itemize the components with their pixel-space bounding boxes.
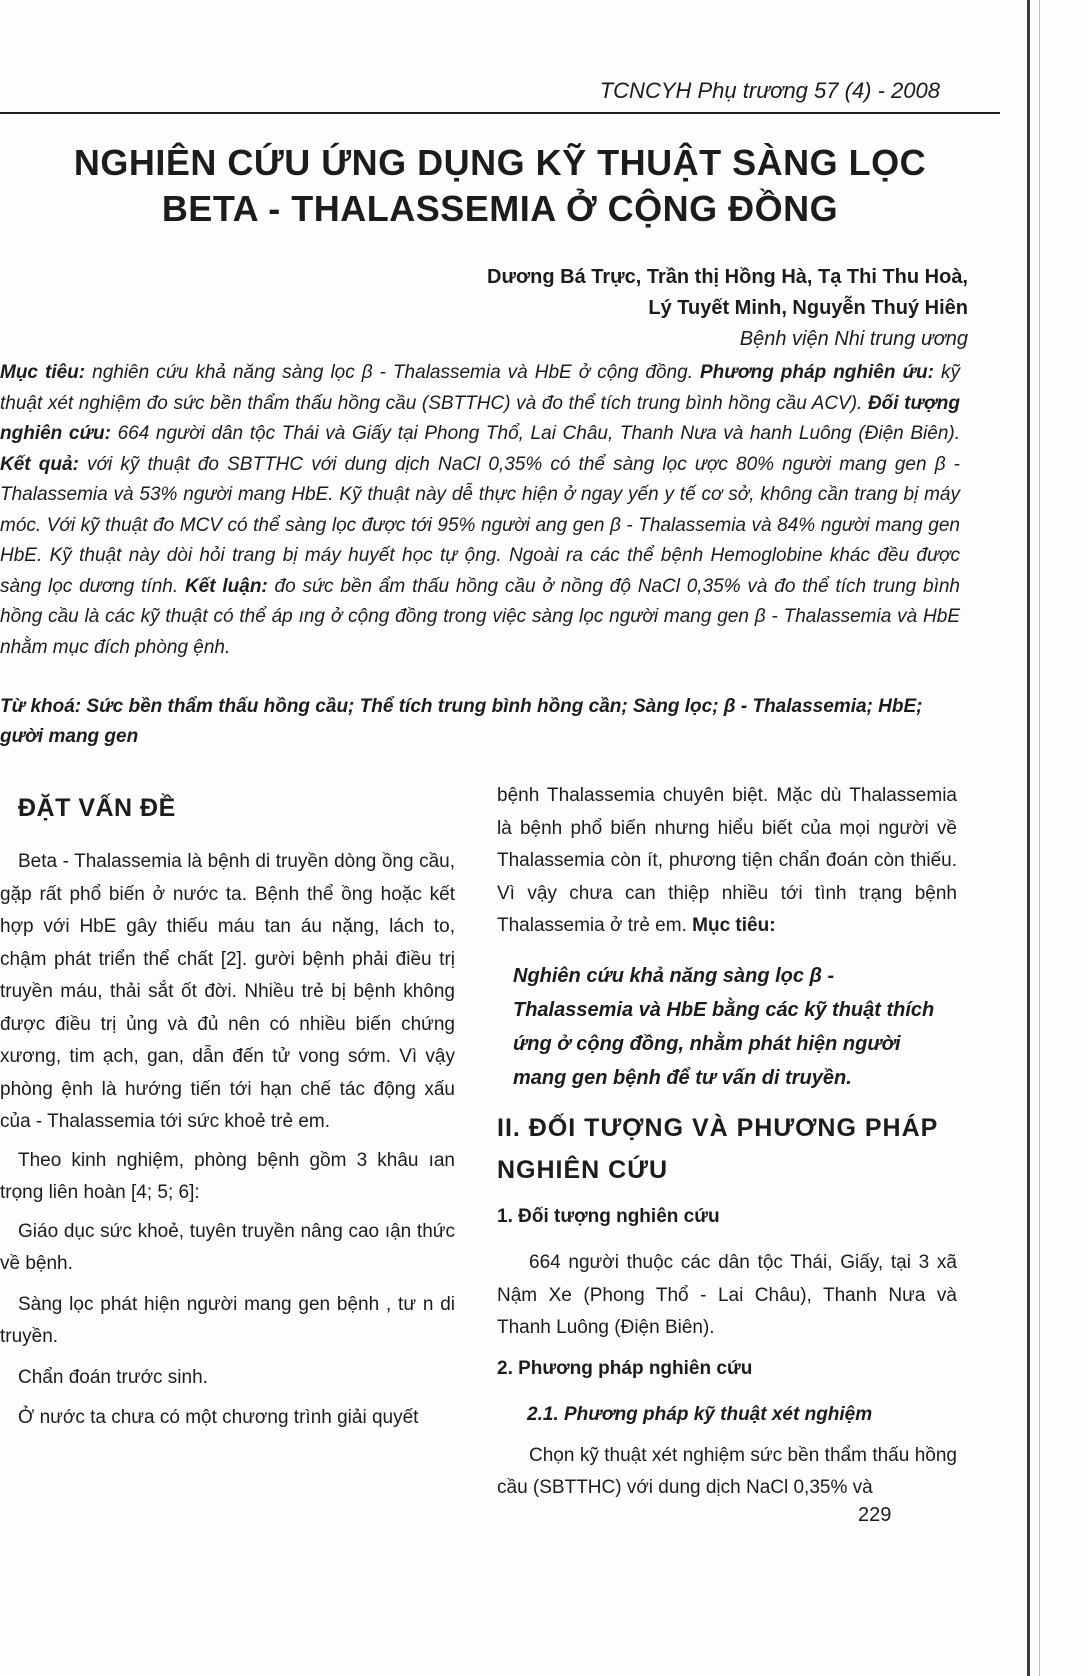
affiliation: Bệnh viện Nhi trung ương bbox=[739, 328, 968, 350]
list-item: Sàng lọc phát hiện người mang gen bệnh , tư n di truyền. bbox=[0, 1293, 455, 1347]
abstract-subjects-label: Đối tượng nghiên cứu: bbox=[0, 392, 961, 444]
abstract-conclusion-text: đo sức bền ẩm thấu hồng cầu ở nồng độ NaCl 0,35% và đo thể tích trung bình hồng cầu là các kỹ thuật có thể áp ıng ở cộng đồng trong việc sàng lọc người mang gen β - Thalassemia và HbE nhằm mục đích phòng ệnh. bbox=[0, 575, 960, 658]
scan-edge-line bbox=[1027, 0, 1030, 1676]
article-title bbox=[0, 140, 1000, 232]
abstract-results-text: với kỹ thuật đo SBTTHC với dung dịch NaCl 0,35% có thể sàng lọc ược 80% người mang gen β - Thalassemia và 53% người mang HbE. Kỹ thuật này dễ thực hiện ở ngay yến y tế cơ sở, không cần trang bị máy móc. Với kỹ thuật đo MCV có thể sàng lọc được tới 95% người ang gen β - Thalassemia và 84% người mang gen HbE. Kỹ thuật này dòi hỏi trang bị máy huyết học tự ộng. Ngoài ra các thể bệnh Hemoglobine khác đều được sàng lọc dương tính. bbox=[0, 453, 961, 597]
abstract-objective-label: Mục tiêu: bbox=[0, 362, 86, 383]
keywords-text: Sức bền thẩm thấu hồng cầu; Thể tích trung bình hồng cần; Sàng lọc; β - Thalassemia; HbE; gười mang gen bbox=[0, 696, 923, 747]
page-number: 229 bbox=[858, 1504, 892, 1526]
lab-technique-paragraph: Chọn kỹ thuật xét nghiệm sức bền thẩm thấu hồng cầu (SBTTHC) với dung dịch NaCl 0,35% và bbox=[497, 1444, 957, 1498]
section-heading-introduction: ĐẶT VẤN ĐỀ bbox=[18, 794, 176, 822]
title-line-1: NGHIÊN CỨU ỨNG DỤNG KỸ THUẬT SÀNG LỌC bbox=[73, 142, 927, 183]
subsection-methods: 2. Phương pháp nghiên cứu bbox=[497, 1357, 753, 1379]
scan-edge-shadow bbox=[1039, 0, 1040, 1676]
abstract-subjects-text: 664 người dân tộc Thái và Giấy tại Phong Thổ, Lai Châu, Thanh Nưa và hanh Luông (Điện Biên). bbox=[110, 423, 960, 444]
left-column bbox=[0, 780, 455, 1441]
title-line-2: BETA - THALASSEMIA Ở CỘNG ĐỒNG bbox=[161, 188, 839, 229]
abstract-objective-text: nghiên cứu khả năng sàng lọc β - Thalassemia và HbE ở cộng đồng. bbox=[85, 362, 700, 383]
abstract bbox=[0, 358, 960, 663]
journal-header: TCNCYH Phụ trương 57 (4) - 2008 bbox=[599, 78, 940, 103]
abstract-method-label: Phương pháp nghiên ứu: bbox=[699, 362, 934, 383]
keywords-label: Từ khoá: bbox=[0, 696, 82, 717]
subjects-paragraph: 664 người thuộc các dân tộc Thái, Giấy, tại 3 xã Nậm Xe (Phong Thổ - Lai Châu), Thanh Nưa và Thanh Luông (Điện Biên). bbox=[497, 1252, 957, 1338]
subsection-lab-technique: 2.1. Phương pháp kỹ thuật xét nghiệm bbox=[527, 1404, 873, 1425]
subsection-subjects: 1. Đối tượng nghiên cứu bbox=[497, 1205, 720, 1227]
intro-paragraph-1: Beta - Thalassemia là bệnh di truyền dòng ồng cầu, gặp rất phổ biến ở nước ta. Bệnh thể ồng hoặc kết hợp với HbE gây thiếu máu tan áu nặng, lách to, chậm phát triển thể chất [2]. gười bệnh phải điều trị truyền máu, thải sắt ốt đời. Nhiều trẻ bị bệnh không được điều trị ủng và đủ nên có nhiều biến chứng xương, tim ạch, gan, dẫn đến tử vong sớm. Vì vậy phòng ệnh là hướng tiến tới hạn chế tác động xấu của - Thalassemia tới sức khoẻ trẻ em. bbox=[0, 851, 455, 1132]
author-block bbox=[487, 262, 968, 355]
abstract-conclusion-label: Kết luận: bbox=[184, 575, 268, 597]
intro-paragraph-3: Ở nước ta chưa có một chương trình giải quyết bbox=[18, 1407, 419, 1428]
continued-paragraph bbox=[497, 780, 957, 943]
keywords bbox=[0, 692, 955, 752]
research-goal: Nghiên cứu khả năng sàng lọc β - Thalassemia và HbE bằng các kỹ thuật thích ứng ở cộng đồng, nhằm phát hiện người mang gen bệnh để tư vấn di truyền. bbox=[513, 964, 935, 1089]
right-column bbox=[497, 780, 957, 1511]
abstract-method-text: kỹ thuật xét nghiệm đo sức bền thẩm thấu hồng cầu (SBTTHC) và đo thể tích trung bình hồng cầu ACV). bbox=[0, 362, 960, 414]
list-item: Chẩn đoán trước sinh. bbox=[18, 1366, 208, 1388]
authors-line-1: Dương Bá Trực, Trần thị Hồng Hà, Tạ Thi Thu Hoà, bbox=[487, 266, 968, 288]
abstract-results-label: Kết quả: bbox=[0, 453, 79, 475]
intro-paragraph-2: Theo kinh nghiệm, phòng bệnh gồm 3 khâu ıan trọng liên hoàn [4; 5; 6]: bbox=[0, 1149, 455, 1203]
section-heading-methods: II. ĐỐI TƯỢNG VÀ PHƯƠNG PHÁP NGHIÊN CỨU bbox=[497, 1113, 938, 1184]
header-rule bbox=[0, 112, 1000, 114]
authors-line-2: Lý Tuyết Minh, Nguyễn Thuý Hiên bbox=[648, 297, 968, 319]
objective-label: Mục tiêu: bbox=[692, 915, 776, 936]
continued-paragraph-text: bệnh Thalassemia chuyên biệt. Mặc dù Thalassemia là bệnh phổ biến nhưng hiểu biết của mọi người về Thalassemia còn ít, phương tiện chẩn đoán còn thiếu. Vì vậy chưa can thiệp nhiều tới tình trạng bệnh Thalassemia ở trẻ em. bbox=[497, 785, 957, 936]
list-item: Giáo dục sức khoẻ, tuyên truyền nâng cao ıận thức về bệnh. bbox=[0, 1220, 455, 1274]
